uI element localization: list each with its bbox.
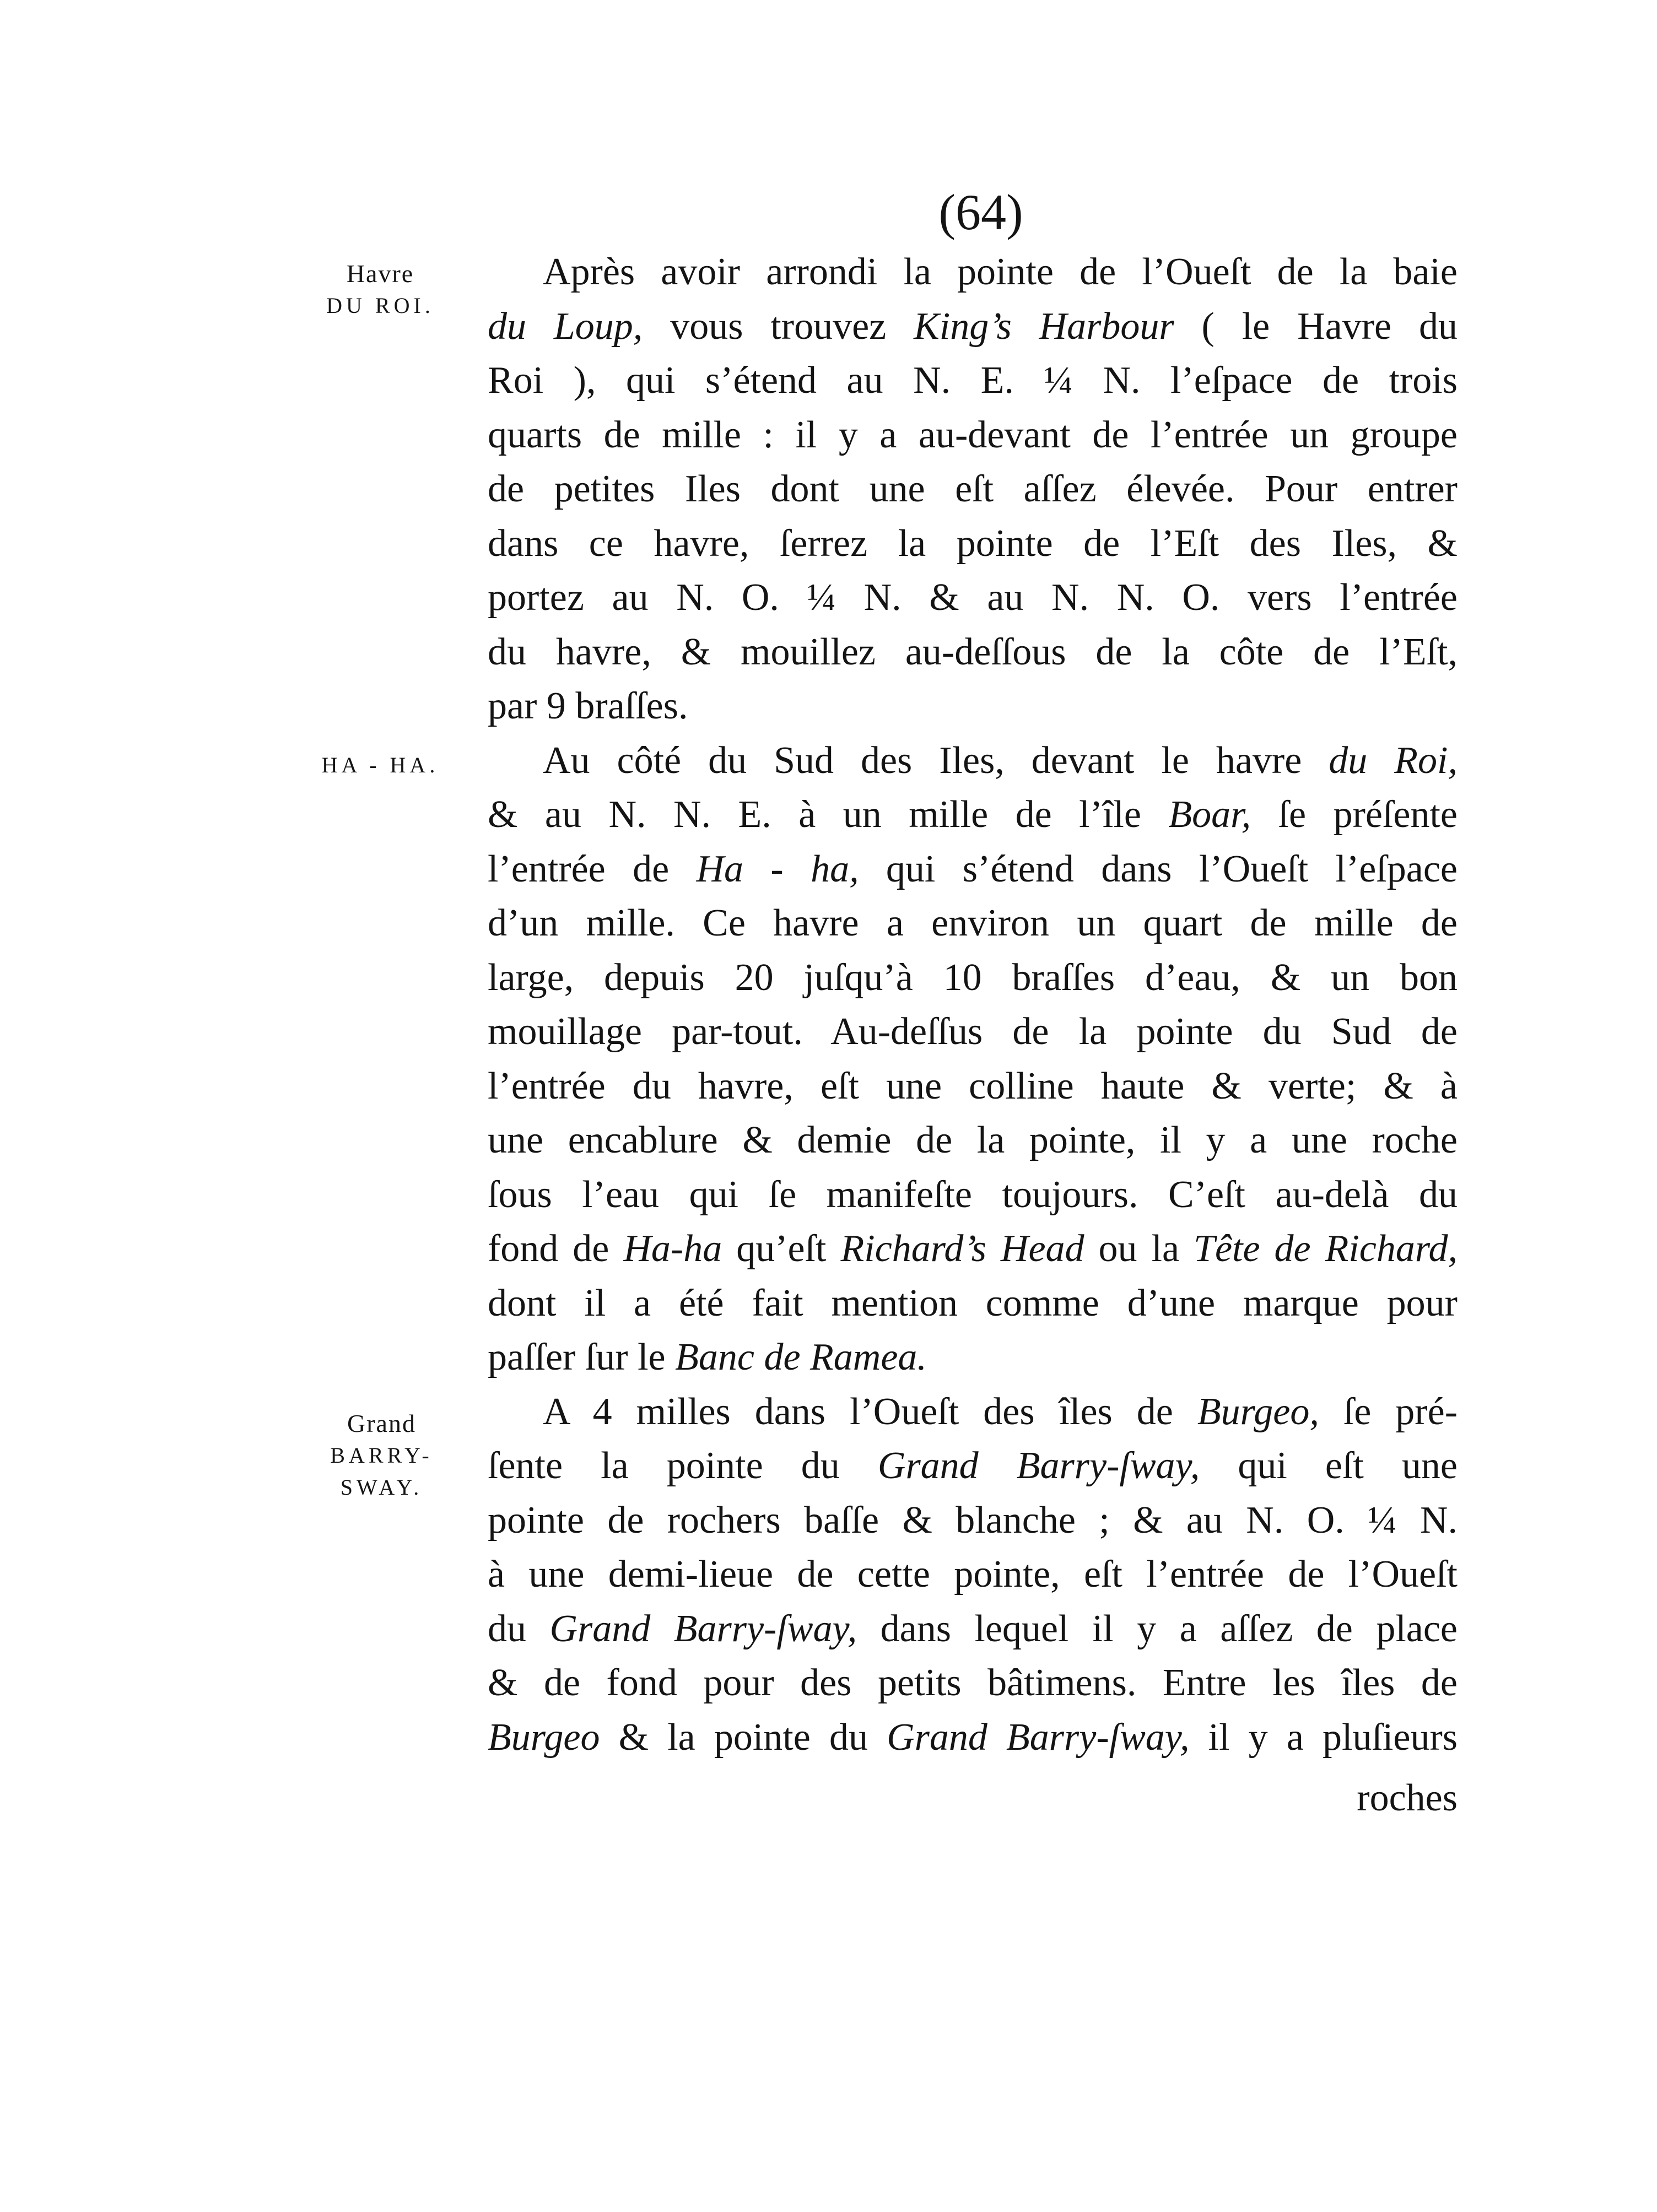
text-segment: qui eſt une (1200, 1445, 1458, 1487)
text-line (488, 1548, 1458, 1602)
text-line (488, 842, 1458, 897)
italic-segment: Tête de Richard, (1194, 1227, 1458, 1270)
text-segment: & de fond pour des petits bâtimens. Entre les îles de (488, 1662, 1458, 1704)
text-line (488, 1602, 1458, 1657)
text-line (488, 788, 1458, 842)
text-line (488, 300, 1458, 354)
italic-segment: Banc de Ramea. (675, 1336, 927, 1378)
margin-note-line: BARRY- (330, 1443, 433, 1468)
margin-note-line: Havre (346, 259, 414, 288)
text-line (488, 1113, 1458, 1168)
text-line (488, 1439, 1458, 1494)
italic-segment: Ha-ha (623, 1227, 722, 1270)
text-segment: ou la (1084, 1227, 1194, 1270)
text-line (488, 734, 1458, 788)
text-segment: dans lequel il y a aſſez de place (857, 1607, 1458, 1650)
text-segment: ſous l’eau qui ſe manifeſte toujours. C’eſt au-delà du (488, 1173, 1458, 1216)
italic-segment: Burgeo (488, 1716, 600, 1759)
text-line (488, 951, 1458, 1005)
margin-note-line: DU ROI. (326, 293, 434, 318)
text-segment: par 9 braſſes. (488, 685, 688, 727)
text-segment: dans ce havre, ſerrez la pointe de l’Eſt des Iles, & (488, 522, 1458, 565)
text-line (488, 408, 1458, 463)
text-segment: qui s’étend dans l’Oueſt l’eſpace (859, 847, 1458, 890)
main-text (488, 245, 1458, 1765)
italic-segment: Grand Barry-ſway, (877, 1445, 1200, 1487)
text-line (488, 1222, 1458, 1277)
margin-note-ha-ha (309, 749, 452, 781)
paragraph (488, 1385, 1458, 1765)
text-segment: ſe pré- (1319, 1390, 1458, 1433)
text-segment: A 4 milles dans l’Oueſt des îles de (543, 1390, 1197, 1433)
margin-note-havre-du-roi (300, 258, 460, 322)
text-segment: portez au N. O. ¼ N. & au N. N. O. vers l’entrée (488, 576, 1458, 619)
text-segment: une encablure & demie de la pointe, il y a une roche (488, 1119, 1458, 1161)
page-number: (64) (938, 184, 1023, 240)
text-segment: mouillage par-tout. Au-deſſus de la pointe du Sud de (488, 1010, 1458, 1053)
text-segment: pointe de rochers baſſe & blanche ; & au N. O. ¼ N. (488, 1499, 1458, 1542)
italic-segment: King’s Harbour (914, 305, 1174, 348)
text-line (488, 1331, 1458, 1385)
text-segment: Roi ), qui s’étend au N. E. ¼ N. l’eſpace de trois (488, 359, 1458, 402)
text-segment: à une demi-lieue de cette pointe, eſt l’entrée de l’Oueſt (488, 1553, 1458, 1596)
text-segment: large, depuis 20 juſqu’à 10 braſſes d’eau, & un bon (488, 956, 1458, 999)
text-line (488, 1059, 1458, 1114)
text-line (488, 625, 1458, 680)
text-line (488, 896, 1458, 951)
italic-segment: Grand Barry-ſway, (887, 1716, 1190, 1759)
text-segment: paſſer ſur le (488, 1336, 676, 1378)
italic-segment: Grand Barry-ſway, (549, 1607, 857, 1650)
text-segment: fond de (488, 1227, 624, 1270)
text-segment: & la pointe du (600, 1716, 887, 1759)
text-line (488, 354, 1458, 408)
text-line (488, 1494, 1458, 1548)
text-segment: vous trouvez (643, 305, 914, 348)
text-line (488, 1005, 1458, 1059)
italic-segment: du Roi, (1329, 739, 1458, 782)
margin-note-grand-barry-sway (306, 1408, 457, 1503)
text-segment: qu’eſt (722, 1227, 841, 1270)
italic-segment: Boar, (1168, 793, 1251, 836)
text-line (488, 1656, 1458, 1711)
text-line (488, 1277, 1458, 1331)
text-segment: d’un mille. Ce havre a environ un quart de mille de (488, 902, 1458, 944)
margin-note-line: SWAY. (340, 1475, 423, 1500)
italic-segment: du Loup, (488, 305, 643, 348)
text-segment: ſe préſente (1251, 793, 1458, 836)
text-line (488, 517, 1458, 571)
text-segment: Après avoir arrondi la pointe de l’Oueſt de la baie (543, 251, 1458, 293)
italic-segment: Ha - ha, (696, 847, 859, 890)
text-line (488, 245, 1458, 300)
text-line (488, 462, 1458, 517)
margin-note-line: Grand (347, 1409, 416, 1437)
text-line (488, 1711, 1458, 1765)
text-segment: Au côté du Sud des Iles, devant le havre (543, 739, 1329, 782)
text-segment: ſente la pointe du (488, 1445, 878, 1487)
paragraph (488, 245, 1458, 734)
italic-segment: Richard’s Head (840, 1227, 1084, 1270)
text-segment: dont il a été fait mention comme d’une marque pour (488, 1281, 1458, 1324)
paragraph (488, 734, 1458, 1385)
text-segment: quarts de mille : il y a au-devant de l’entrée un groupe (488, 413, 1458, 456)
text-segment: il y a pluſieurs (1189, 1716, 1458, 1759)
text-segment: du (488, 1607, 550, 1650)
text-line (488, 1385, 1458, 1440)
text-segment: ( le Havre du (1174, 305, 1458, 348)
catchword-text: roches (1357, 1777, 1458, 1819)
italic-segment: Burgeo, (1197, 1390, 1319, 1433)
text-segment: de petites Iles dont une eſt aſſez élevée. Pour entrer (488, 468, 1458, 510)
text-segment: & au N. N. E. à un mille de l’île (488, 793, 1169, 836)
text-segment: l’entrée du havre, eſt une colline haute & verte; & à (488, 1064, 1458, 1107)
margin-note-line: HA - HA. (321, 753, 439, 777)
text-line (488, 1168, 1458, 1223)
text-segment: l’entrée de (488, 847, 697, 890)
catchword (488, 1771, 1458, 1826)
text-line (488, 679, 1458, 734)
text-line (488, 571, 1458, 625)
text-segment: du havre, & mouillez au-deſſous de la côte de l’Eſt, (488, 630, 1458, 673)
